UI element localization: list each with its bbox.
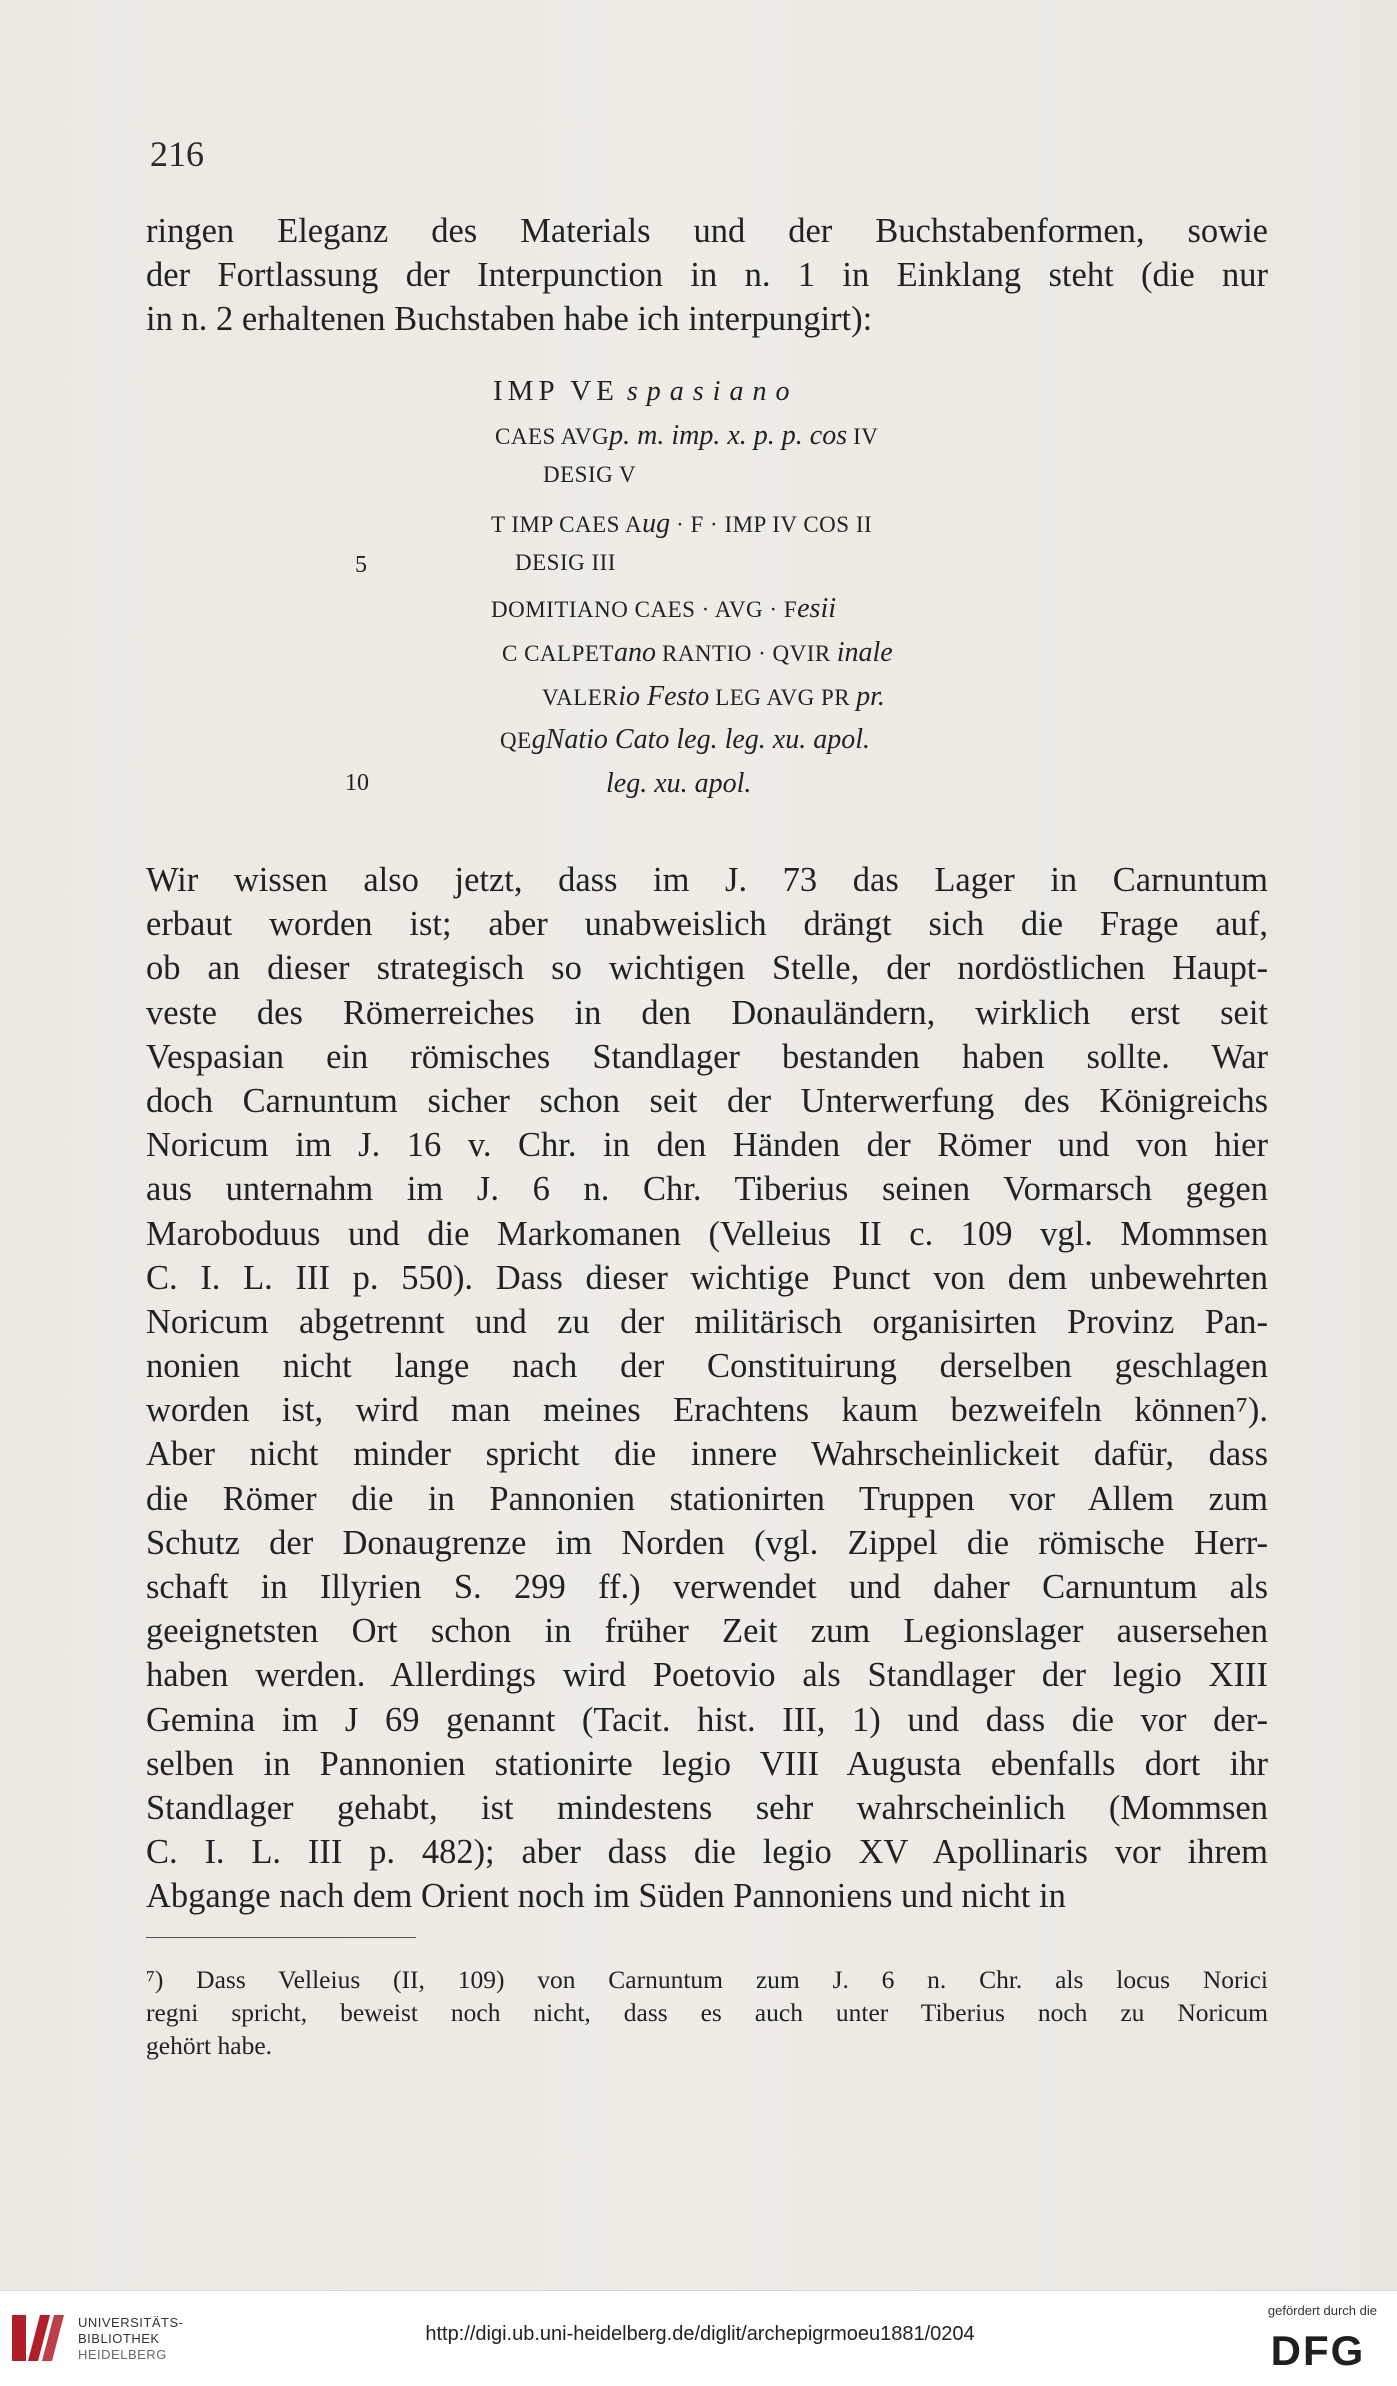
intro-paragraph	[146, 209, 1268, 342]
inscription-restoration: ug	[642, 508, 671, 539]
text-line: ringen Eleganz des Materials und der Buchstabenformen, sowie	[146, 212, 1268, 250]
inscription-line	[493, 375, 798, 408]
text-line: Standlager gehabt, ist mindestens sehr wahrscheinlich (Mommsen	[146, 1788, 1268, 1827]
inscription-restoration: gNatio Cato leg. leg. xu. apol.	[531, 724, 870, 755]
text-line: worden ist, wird man meines Erachtens kaum bezweifeln können⁷).	[146, 1391, 1268, 1430]
text-line: Noricum abgetrennt und zu der militärisch organisirten Provinz Pan-	[146, 1302, 1268, 1341]
funding-note: gefördert durch die	[1267, 2303, 1377, 2318]
footnote-line: gehört habe.	[146, 2031, 273, 2060]
inscription-line	[491, 593, 836, 625]
inscription-line	[355, 550, 616, 578]
university-logo-icon	[10, 2309, 68, 2367]
inscription-line-number: 10	[345, 770, 369, 796]
text-line: Abgange nach dem Orient noch im Süden Pannoniens und nicht in	[146, 1877, 1066, 1916]
text-line: schaft in Illyrien S. 299 ff.) verwendet und daher Carnuntum als	[146, 1568, 1268, 1606]
inscription-restoration: p. m. imp. x. p. p. cos	[609, 420, 848, 451]
inscription-restoration: io Festo	[618, 681, 710, 712]
inscription-line	[542, 681, 885, 713]
text-line: in n. 2 erhaltenen Buchstaben habe ich interpungirt):	[146, 300, 873, 339]
text-line: die Römer die in Pannonien stationirten Truppen vor Allem zum	[146, 1479, 1268, 1518]
footnote	[146, 1963, 1268, 2062]
text-line: ob an dieser strategisch so wichtigen Stelle, der nordöstlichen Haupt-	[146, 949, 1268, 988]
text-line: Wir wissen also jetzt, dass im J. 73 das Lager in Carnuntum	[146, 861, 1268, 899]
inscription-capitals: VALER	[542, 685, 619, 710]
inscription-capitals: DOMITIANO CAES · AVG · F	[491, 597, 798, 622]
uni-name-line-1: UNIVERSITÄTS-	[78, 2315, 184, 2330]
inscription-capitals: QE	[500, 728, 532, 753]
text-line: C. I. L. III p. 482); aber dass die legio XV Apollinaris vor ihrem	[146, 1833, 1268, 1872]
text-line: Vespasian ein römisches Standlager bestanden haben sollte. War	[146, 1037, 1268, 1076]
body-paragraph	[146, 858, 1268, 1919]
inscription-capitals: T IMP CAES A	[491, 512, 643, 537]
text-line: erbaut worden ist; aber unabweislich drängt sich die Frage auf,	[146, 905, 1268, 944]
dfg-logo-icon	[1259, 2327, 1377, 2371]
inscription-restoration: ano	[613, 637, 656, 668]
inscription-restoration: esii	[797, 593, 837, 624]
university-name	[78, 2315, 183, 2363]
footnote-line: regni spricht, beweist noch nicht, dass es auch unter Tiberius noch zu Noricum	[146, 1998, 1268, 2027]
footnote-line: ⁷) Dass Velleius (II, 109) von Carnuntum zum J. 6 n. Chr. als locus Norici	[146, 1965, 1268, 1994]
text-line: haben werden. Allerdings wird Poetovio als Standlager der legio XIII	[146, 1656, 1268, 1695]
inscription-capitals: LEG AVG PR	[715, 685, 851, 710]
inscription-line	[345, 768, 752, 800]
svg-text:DFG: DFG	[1270, 2327, 1366, 2371]
inscription-capitals: CAES AVG	[495, 424, 610, 449]
text-line: Noricum im J. 16 v. Chr. in den Händen der Römer und von hier	[146, 1126, 1268, 1165]
inscription-line	[543, 462, 636, 488]
inscription-capitals: IV	[853, 424, 879, 449]
inscription-line	[495, 420, 878, 452]
footnote-rule	[146, 1937, 416, 1938]
inscription-capitals: RANTIO · QVIR	[661, 641, 831, 666]
inscription-line	[502, 637, 893, 669]
text-line: der Fortlassung der Interpunction in n. 1 in Einklang steht (die nur	[146, 256, 1268, 295]
inscription-capitals: IMP VE	[493, 375, 619, 407]
inscription-restoration: leg. xu. apol.	[606, 768, 752, 799]
text-line: C. I. L. III p. 550). Dass dieser wichtige Punct von dem unbewehrten	[146, 1258, 1268, 1297]
inscription-capitals: C CALPET	[502, 641, 614, 666]
uni-name-line-3: HEIDELBERG	[78, 2347, 167, 2362]
text-line: geeignetsten Ort schon in früher Zeit zum Legionslager ausersehen	[146, 1612, 1268, 1651]
viewer-footer	[0, 2290, 1397, 2386]
inscription-line-number: 5	[355, 552, 367, 578]
text-line: Maroboduus und die Markomanen (Velleius II c. 109 vgl. Mommsen	[146, 1214, 1268, 1253]
inscription-capitals: DESIG V	[543, 462, 637, 487]
text-line: veste des Römerreiches in den Donauländern, wirklich erst seit	[146, 993, 1268, 1032]
inscription-restoration: pr.	[856, 681, 885, 712]
inscription-line	[491, 508, 872, 540]
text-line: Schutz der Donaugrenze im Norden (vgl. Zippel die römische Herr-	[146, 1523, 1268, 1562]
page-number: 216	[150, 134, 204, 174]
text-line: Aber nicht minder spricht die innere Wahrscheinlickeit dafür, dass	[146, 1435, 1268, 1474]
inscription-capitals: DESIG III	[515, 550, 616, 575]
text-line: nonien nicht lange nach der Constituirung derselben geschlagen	[146, 1347, 1268, 1386]
permalink-url[interactable]: http://digi.ub.uni-heidelberg.de/diglit/archepigrmoeu1881/0204	[425, 2323, 975, 2345]
text-line: doch Carnuntum sicher schon seit der Unterwerfung des Königreichs	[146, 1081, 1268, 1120]
inscription-restoration: spasiano	[626, 376, 799, 407]
text-line: Gemina im J 69 genannt (Tacit. hist. III, 1) und dass die vor der-	[146, 1700, 1268, 1739]
inscription-line	[500, 724, 870, 756]
uni-name-line-2: BIBLIOTHEK	[78, 2331, 160, 2346]
inscription-restoration: inale	[836, 637, 893, 668]
inscription-capitals: · F · IMP IV COS II	[676, 512, 873, 537]
text-line: selben in Pannonien stationirte legio VIII Augusta ebenfalls dort ihr	[146, 1744, 1268, 1783]
text-line: aus unternahm im J. 6 n. Chr. Tiberius seinen Vormarsch gegen	[146, 1170, 1268, 1209]
